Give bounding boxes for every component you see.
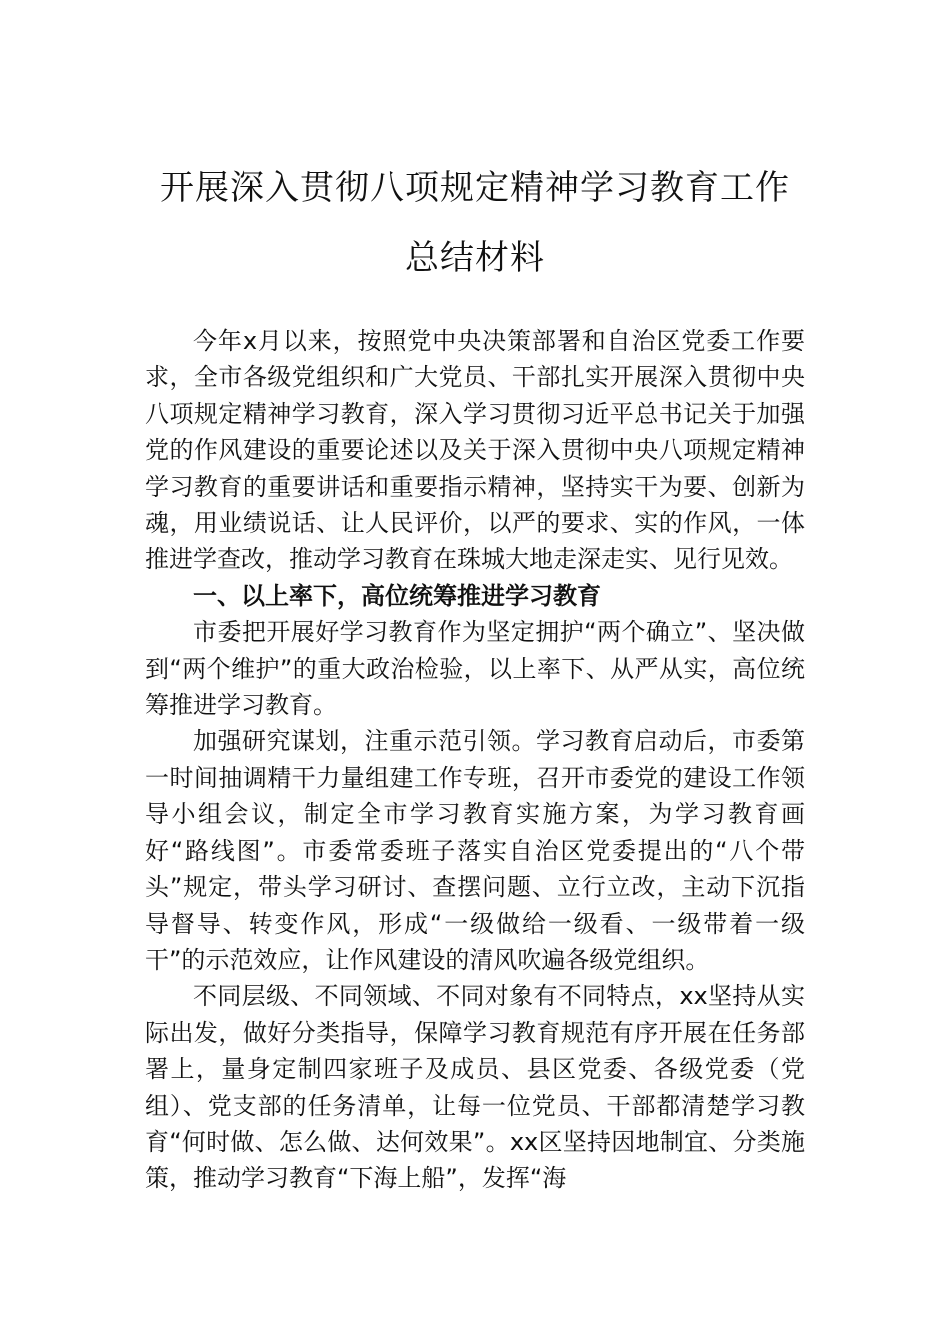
document-title-line-2: 总结材料 <box>405 238 545 278</box>
section-1-paragraph-2: 加强研究谋划，注重示范引领。学习教育启动后，市委第一时间抽调精干力量组建工作专班，召开市委党的建设工作领导小组会议，制定全市学习教育实施方案，为学习教育画好“路线图”。市委常委班子落实自治区党委提出的“八个带头”规定，带头学习研讨、查摆问题、立行立改，主动下沉指导督导、转变作风，形成“一级做给一级看、一级带着一级干”的示范效应，让作风建设的清风吹遍各级党组织。 <box>145 727 805 974</box>
section-1-paragraph-3: 不同层级、不同领域、不同对象有不同特点，xx坚持从实际出发，做好分类指导，保障学习教育规范有序开展在任务部署上，量身定制四家班子及成员、县区党委、各级党委（党组）、党支部的任务清单，让每一位党员、干部都清楚学习教育“何时做、怎么做、达何效果”。xx区坚持因地制宜、分类施策，推动学习教育“下海上船”，发挥“海 <box>145 982 805 1193</box>
document-title-line-1: 开展深入贯彻八项规定精神学习教育工作 <box>160 168 790 208</box>
intro-paragraph: 今年x月以来，按照党中央决策部署和自治区党委工作要求，全市各级党组织和广大党员、干部扎实开展深入贯彻中央八项规定精神学习教育，深入学习贯彻习近平总书记关于加强党的作风建设的重要论述以及关于深入贯彻中央八项规定精神学习教育的重要讲话和重要指示精神，坚持实干为要、创新为魂，用业绩说话、让人民评价，以严的要求、实的作风，一体推进学查改，推动学习教育在珠城大地走深走实、见行见效。 <box>145 327 805 574</box>
section-1-paragraph-1: 市委把开展好学习教育作为坚定拥护“两个确立”、坚决做到“两个维护”的重大政治检验，以上率下、从严从实，高位统筹推进学习教育。 <box>145 618 805 720</box>
document-body <box>145 323 805 1197</box>
section-heading-1: 一、以上率下，高位统筹推进学习教育 <box>193 581 601 610</box>
